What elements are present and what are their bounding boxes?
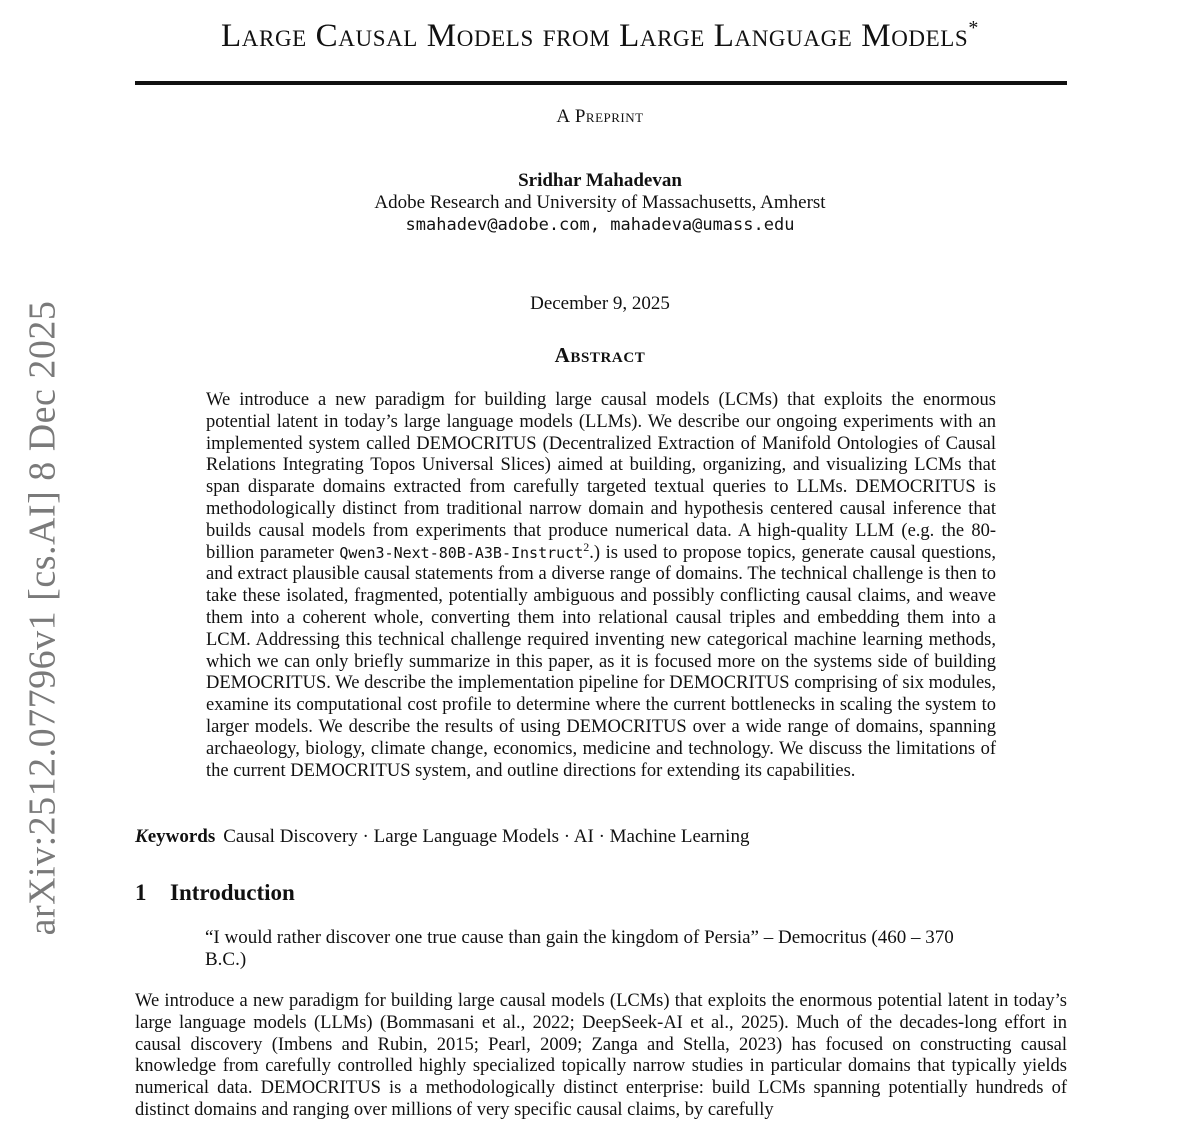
introduction-paragraph: We introduce a new paradigm for building large causal models (LCMs) that exploits the enormous potential latent in today’s large language models (LLMs) (Bommasani et al., 2022; DeepSeek-AI et al., 2025). Much of the decades-long effort in causal discovery (Imbens and Rubin, 2015; Pearl, 2009; Zanga and Stella, 2023) has focused on constructing causal knowledge from carefully controlled highly specialized topically narrow studies in particular domains that typically yields numerical data. DEMOCRITUS is a methodologically distinct enterprise: build LCMs spanning potentially hundreds of distinct domains and ranging over millions of very specific causal claims, by carefully — [135, 991, 1067, 1120]
abstract-heading: Abstract — [554, 343, 646, 367]
epigraph-quote: “I would rather discover one true cause than gain the kingdom of Persia” – Democritus (460 – 370 B.C.) — [205, 927, 954, 970]
arxiv-identifier-stamp: arXiv:2512.07796v1 [cs.AI] 8 Dec 2025 — [21, 300, 63, 936]
keywords-label — [135, 826, 215, 847]
publication-date: December 9, 2025 — [530, 293, 670, 314]
abstract-body — [206, 390, 996, 782]
keywords-label-rest: eywords — [147, 826, 216, 847]
title-rule — [135, 81, 1067, 85]
title-footnote-mark[interactable]: * — [968, 17, 979, 39]
keywords-line — [135, 826, 749, 848]
section-number: 1 — [135, 880, 147, 905]
section-heading-introduction — [135, 880, 295, 906]
preprint-label: A Preprint — [556, 106, 644, 127]
keywords-list: Causal Discovery · Large Language Models · AI · Machine Learning — [223, 826, 750, 847]
paper-title — [0, 18, 1200, 55]
author-name: Sridhar Mahadevan — [518, 170, 682, 191]
abstract-text-part-2: .) is used to propose topics, generate causal questions, and extract plausible causal statements from a diverse range of domains. The technical challenge is then to take these isolated, fragmented, potentially ambiguous and possibly conflicting causal claims, and weave them into a coherent whole, converting them into relational causal triples and embedding them into a LCM. Addressing this technical challenge required inventing new categorical machine learning methods, which we can only briefly summarize in this paper, as it is focused more on the systems side of building DEMOCRITUS. We describe the implementation pipeline for DEMOCRITUS comprising of six modules, examine its computational cost profile to determine where the current bottlenecks in scaling the system to larger models. We describe the results of using DEMOCRITUS over a wide range of domains, spanning archaeology, biology, climate change, economics, medicine and technology. We discuss the limitations of the current DEMOCRITUS system, and outline directions for extending its capabilities. — [206, 542, 996, 781]
abstract-text-part-1: We introduce a new paradigm for building large causal models (LCMs) that exploits the enormous potential latent in today’s large language models (LLMs). We describe our ongoing experiments with an implemented system called DEMOCRITUS (Decentralized Extraction of Manifold Ontologies of Causal Relations Integrating Topos Universal Slices) aimed at building, organizing, and visualizing LCMs that span disparate domains extracted from carefully targeted textual queries to LLMs. DEMOCRITUS is methodologically distinct from traditional narrow domain and hypothesis centered causal inference that builds causal models from experiments that produce numerical data. A high-quality LLM (e.g. the 80-billion parameter — [206, 390, 996, 563]
author-affiliation: Adobe Research and University of Massachusetts, Amherst — [374, 192, 826, 213]
paper-title-text: Large Causal Models from Large Language Models — [221, 18, 969, 54]
keywords-label-initial: K — [135, 826, 148, 847]
section-title: Introduction — [170, 880, 295, 905]
abstract-footnote-mark[interactable]: 2 — [583, 539, 590, 554]
author-emails[interactable]: smahadev@adobe.com, mahadeva@umass.edu — [405, 215, 795, 235]
model-name: Qwen3-Next-80B-A3B-Instruct — [339, 543, 584, 562]
arxiv-sidebar — [22, 288, 62, 948]
